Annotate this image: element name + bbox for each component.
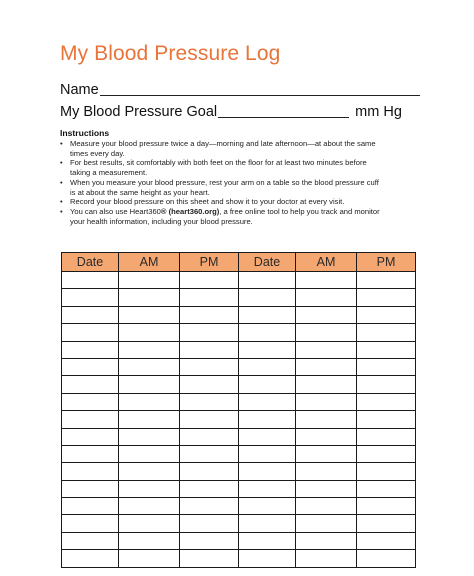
pm-cell[interactable] xyxy=(180,411,239,428)
log-row xyxy=(239,428,416,445)
name-field[interactable] xyxy=(100,80,420,96)
date-cell[interactable] xyxy=(239,445,296,462)
am-cell[interactable] xyxy=(119,532,180,549)
date-cell[interactable] xyxy=(62,376,119,393)
log-row xyxy=(239,306,416,323)
am-cell[interactable] xyxy=(296,341,357,358)
log-row xyxy=(239,532,416,549)
date-cell[interactable] xyxy=(239,532,296,549)
date-cell[interactable] xyxy=(62,411,119,428)
log-row xyxy=(62,324,239,341)
pm-cell[interactable] xyxy=(357,498,416,515)
date-cell[interactable] xyxy=(62,428,119,445)
pm-cell[interactable] xyxy=(357,445,416,462)
date-cell[interactable] xyxy=(62,463,119,480)
pm-cell[interactable] xyxy=(180,498,239,515)
pm-cell[interactable] xyxy=(357,532,416,549)
date-cell[interactable] xyxy=(62,498,119,515)
date-cell[interactable] xyxy=(239,393,296,410)
am-cell[interactable] xyxy=(296,515,357,532)
pm-cell[interactable] xyxy=(180,341,239,358)
log-row xyxy=(239,498,416,515)
pm-cell[interactable] xyxy=(180,306,239,323)
instruction-text: For best results, sit comfortably with both feet on the floor for at least two minutes before taking a measurement. xyxy=(70,158,367,178)
log-row xyxy=(239,289,416,306)
goal-field-row xyxy=(60,100,402,120)
pm-cell[interactable] xyxy=(180,376,239,393)
name-label: Name xyxy=(60,82,99,98)
instruction-item xyxy=(60,178,380,197)
pm-cell[interactable] xyxy=(357,463,416,480)
am-cell[interactable] xyxy=(296,393,357,410)
date-cell[interactable] xyxy=(62,289,119,306)
log-row xyxy=(239,515,416,532)
log-table-left xyxy=(61,252,239,568)
pm-cell[interactable] xyxy=(180,324,239,341)
log-row xyxy=(239,324,416,341)
bullet-icon: • xyxy=(60,158,63,168)
column-header-am: AM xyxy=(119,253,180,272)
date-cell[interactable] xyxy=(62,358,119,375)
log-row xyxy=(62,428,239,445)
date-cell[interactable] xyxy=(239,463,296,480)
column-header-am: AM xyxy=(296,253,357,272)
pm-cell[interactable] xyxy=(357,393,416,410)
instruction-text: Record your blood pressure on this sheet and show it to your doctor at every visit. xyxy=(70,197,345,207)
pm-cell[interactable] xyxy=(180,393,239,410)
log-row xyxy=(62,515,239,532)
log-row xyxy=(62,411,239,428)
instruction-text: Measure your blood pressure twice a day—morning and late afternoon—at about the same times every day. xyxy=(70,139,376,158)
pm-cell[interactable] xyxy=(357,341,416,358)
pm-cell[interactable] xyxy=(357,550,416,567)
log-row xyxy=(62,463,239,480)
am-cell[interactable] xyxy=(119,341,180,358)
date-cell[interactable] xyxy=(239,324,296,341)
pm-cell[interactable] xyxy=(357,428,416,445)
log-row xyxy=(239,411,416,428)
bullet-icon: • xyxy=(60,197,63,207)
bullet-icon: • xyxy=(60,177,63,187)
pm-cell[interactable] xyxy=(180,550,239,567)
date-cell[interactable] xyxy=(239,376,296,393)
goal-label: My Blood Pressure Goal xyxy=(60,104,218,120)
name-field-row xyxy=(60,78,420,98)
bullet-icon: • xyxy=(60,206,63,216)
am-cell[interactable] xyxy=(119,376,180,393)
am-cell[interactable] xyxy=(296,376,357,393)
instructions-heading: Instructions xyxy=(60,128,110,138)
column-header-date: Date xyxy=(62,253,119,272)
instruction-item xyxy=(60,139,380,158)
am-cell[interactable] xyxy=(119,463,180,480)
log-table-header-row xyxy=(239,253,416,272)
column-header-date: Date xyxy=(239,253,296,272)
am-cell[interactable] xyxy=(296,428,357,445)
log-row xyxy=(239,376,416,393)
pm-cell[interactable] xyxy=(180,272,239,289)
date-cell[interactable] xyxy=(62,272,119,289)
pm-cell[interactable] xyxy=(357,289,416,306)
date-cell[interactable] xyxy=(239,289,296,306)
log-table-header-row xyxy=(62,253,239,272)
am-cell[interactable] xyxy=(296,306,357,323)
instruction-text: When you measure your blood pressure, rest your arm on a table so the blood pressure cuff is at about the same height as your heart. xyxy=(70,177,379,197)
pm-cell[interactable] xyxy=(357,358,416,375)
date-cell[interactable] xyxy=(239,498,296,515)
date-cell[interactable] xyxy=(62,550,119,567)
am-cell[interactable] xyxy=(296,358,357,375)
date-cell[interactable] xyxy=(62,324,119,341)
goal-unit: mm Hg xyxy=(355,104,402,120)
log-table-body xyxy=(62,272,239,568)
instruction-text-post: , a free online tool to help you track and monitor your health information, including your blood pressure. xyxy=(70,206,380,226)
am-cell[interactable] xyxy=(119,272,180,289)
instruction-item xyxy=(60,158,380,177)
page-title: My Blood Pressure Log xyxy=(60,42,281,65)
date-cell[interactable] xyxy=(62,393,119,410)
instruction-item xyxy=(60,207,380,226)
am-cell[interactable] xyxy=(119,550,180,567)
log-table-right xyxy=(238,252,416,568)
date-cell[interactable] xyxy=(62,515,119,532)
bullet-icon: • xyxy=(60,139,63,148)
date-cell[interactable] xyxy=(239,341,296,358)
log-row xyxy=(239,445,416,462)
am-cell[interactable] xyxy=(296,480,357,497)
date-cell[interactable] xyxy=(62,532,119,549)
instruction-text-pre: You can also use Heart360 xyxy=(70,206,161,216)
am-cell[interactable] xyxy=(119,324,180,341)
date-cell[interactable] xyxy=(62,445,119,462)
pm-cell[interactable] xyxy=(357,376,416,393)
am-cell[interactable] xyxy=(119,498,180,515)
log-row xyxy=(62,532,239,549)
am-cell[interactable] xyxy=(296,324,357,341)
am-cell[interactable] xyxy=(296,498,357,515)
am-cell[interactable] xyxy=(119,393,180,410)
pm-cell[interactable] xyxy=(357,306,416,323)
log-row xyxy=(62,480,239,497)
pm-cell[interactable] xyxy=(357,272,416,289)
pm-cell[interactable] xyxy=(357,324,416,341)
log-row xyxy=(239,393,416,410)
pm-cell[interactable] xyxy=(180,358,239,375)
pm-cell[interactable] xyxy=(357,480,416,497)
log-row xyxy=(239,550,416,567)
log-row xyxy=(62,341,239,358)
date-cell[interactable] xyxy=(239,515,296,532)
log-row xyxy=(239,463,416,480)
am-cell[interactable] xyxy=(119,515,180,532)
date-cell[interactable] xyxy=(239,358,296,375)
am-cell[interactable] xyxy=(296,445,357,462)
column-header-pm: PM xyxy=(180,253,239,272)
instruction-item xyxy=(60,197,380,207)
log-row xyxy=(62,393,239,410)
am-cell[interactable] xyxy=(296,532,357,549)
pm-cell[interactable] xyxy=(180,428,239,445)
am-cell[interactable] xyxy=(119,445,180,462)
am-cell[interactable] xyxy=(119,411,180,428)
date-cell[interactable] xyxy=(62,480,119,497)
date-cell[interactable] xyxy=(239,550,296,567)
log-row xyxy=(239,480,416,497)
am-cell[interactable] xyxy=(119,358,180,375)
goal-field[interactable] xyxy=(218,102,349,118)
pm-cell[interactable] xyxy=(180,445,239,462)
pm-cell[interactable] xyxy=(357,411,416,428)
log-row xyxy=(239,358,416,375)
date-cell[interactable] xyxy=(62,341,119,358)
column-header-pm: PM xyxy=(357,253,416,272)
date-cell[interactable] xyxy=(239,272,296,289)
log-row xyxy=(239,272,416,289)
am-cell[interactable] xyxy=(119,289,180,306)
date-cell[interactable] xyxy=(239,411,296,428)
log-row xyxy=(62,289,239,306)
log-row xyxy=(62,306,239,323)
log-row xyxy=(62,550,239,567)
instructions-list xyxy=(60,139,380,226)
log-row xyxy=(62,498,239,515)
date-cell[interactable] xyxy=(62,306,119,323)
heart360-link-text: ® (heart360.org) xyxy=(160,206,220,216)
date-cell[interactable] xyxy=(239,306,296,323)
am-cell[interactable] xyxy=(296,411,357,428)
pm-cell[interactable] xyxy=(180,532,239,549)
am-cell[interactable] xyxy=(119,428,180,445)
pm-cell[interactable] xyxy=(180,515,239,532)
log-row xyxy=(239,341,416,358)
am-cell[interactable] xyxy=(119,306,180,323)
pm-cell[interactable] xyxy=(357,515,416,532)
pm-cell[interactable] xyxy=(180,463,239,480)
date-cell[interactable] xyxy=(239,480,296,497)
log-row xyxy=(62,272,239,289)
log-row xyxy=(62,358,239,375)
am-cell[interactable] xyxy=(296,550,357,567)
am-cell[interactable] xyxy=(296,289,357,306)
date-cell[interactable] xyxy=(239,428,296,445)
am-cell[interactable] xyxy=(296,272,357,289)
pm-cell[interactable] xyxy=(180,480,239,497)
am-cell[interactable] xyxy=(119,480,180,497)
pm-cell[interactable] xyxy=(180,289,239,306)
am-cell[interactable] xyxy=(296,463,357,480)
log-row xyxy=(62,445,239,462)
log-table-body xyxy=(239,272,416,568)
log-row xyxy=(62,376,239,393)
